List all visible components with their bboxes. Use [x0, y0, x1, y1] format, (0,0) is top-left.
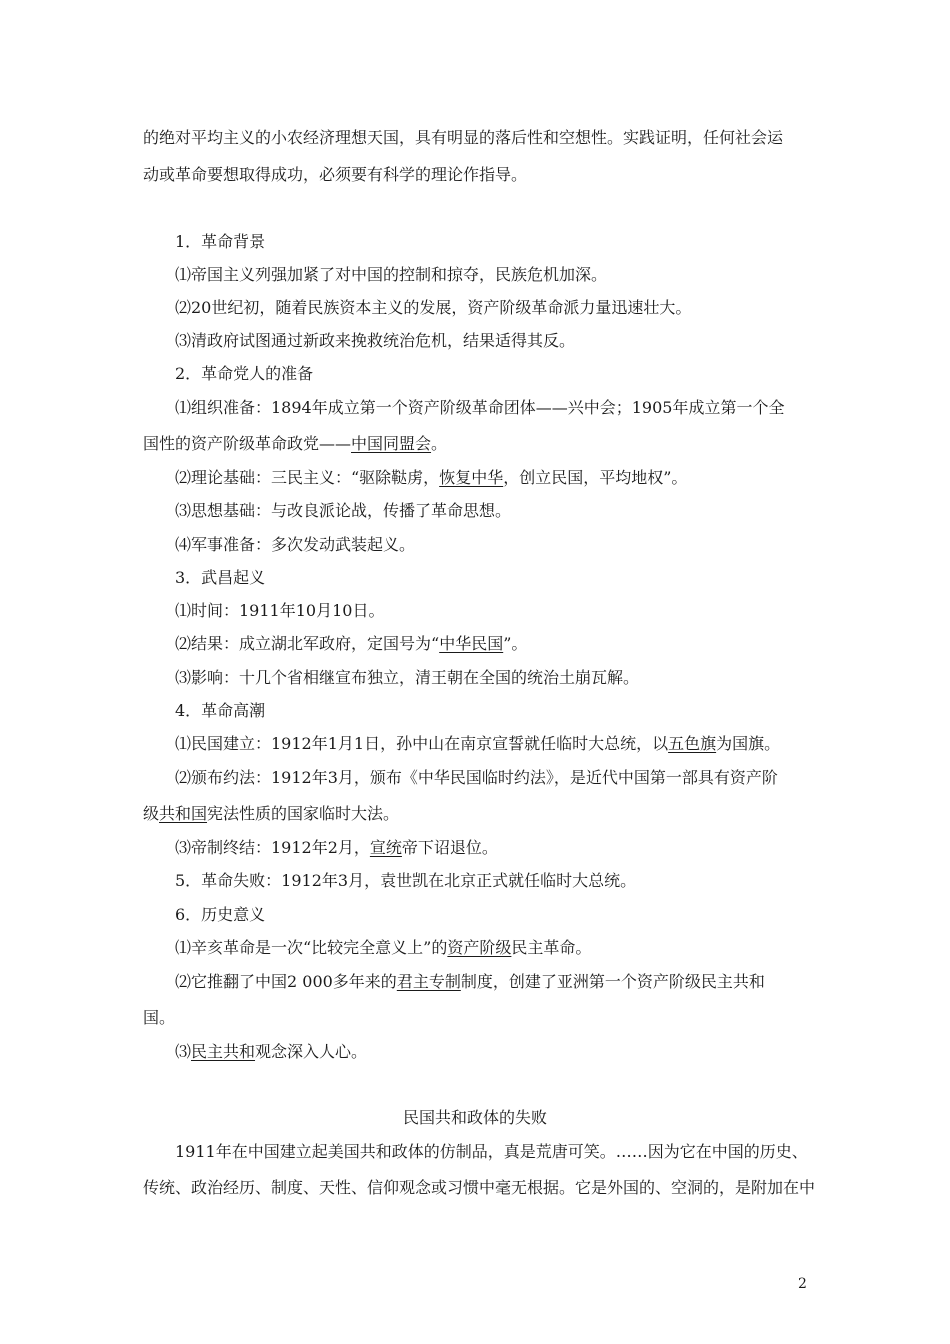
reading-title: 民国共和政体的失败: [402, 1108, 547, 1127]
s3-item-2: ⑵结果：成立湖北军政府，定国号为“中华民国”。: [175, 634, 528, 653]
s2-item-3: ⑶思想基础：与改良派论战，传播了革命思想。: [175, 501, 512, 520]
section-6-heading: 6．历史意义: [175, 905, 266, 924]
s1-item-3: ⑶清政府试图通过新政来挽救统治危机，结果适得其反。: [175, 331, 576, 350]
blank-answer: 君主专制: [396, 972, 461, 991]
section-1-heading: 1．革命背景: [175, 232, 266, 251]
section-2-heading: 2．革命党人的准备: [175, 364, 314, 383]
blank-answer: 中华民国: [439, 634, 504, 653]
reading-line-2: 传统、政治经历、制度、天性、信仰观念或习惯中毫无根据。它是外国的、空洞的，是附加在中: [143, 1178, 816, 1197]
blank-answer: 恢复中华: [439, 468, 504, 487]
s4-item-2-line-1: ⑵颁布约法：1912年3月，颁布《中华民国临时约法》，是近代中国第一部具有资产阶: [175, 768, 778, 787]
s4-item-1: ⑴民国建立：1912年1月1日，孙中山在南京宣誓就任临时大总统，以五色旗为国旗。: [175, 734, 781, 753]
intro-line-2: 动或革命要想取得成功，必须要有科学的理论作指导。: [143, 165, 528, 184]
s1-item-1: ⑴帝国主义列强加紧了对中国的控制和掠夺，民族危机加深。: [175, 265, 608, 284]
page-number: 2: [798, 1276, 807, 1292]
blank-answer: 中国同盟会: [351, 434, 432, 453]
s6-item-2-line-2: 国。: [143, 1008, 176, 1027]
intro-line-1: 的绝对平均主义的小农经济理想天国，具有明显的落后性和空想性。实践证明，任何社会运: [143, 128, 784, 147]
section-4-heading: 4．革命高潮: [175, 701, 266, 720]
blank-answer: 五色旗: [668, 734, 717, 753]
s6-item-2-line-1: ⑵它推翻了中国2 000多年来的君主专制制度，创建了亚洲第一个资产阶级民主共和: [175, 972, 765, 991]
blank-answer: 共和国: [159, 804, 208, 823]
s1-item-2: ⑵20世纪初，随着民族资本主义的发展，资产阶级革命派力量迅速壮大。: [175, 298, 692, 317]
s6-item-3: ⑶民主共和观念深入人心。: [175, 1042, 368, 1061]
s2-item-1-line-2: 国性的资产阶级革命政党——中国同盟会。: [143, 434, 448, 453]
reading-line-1: 1911年在中国建立起美国共和政体的仿制品，真是荒唐可笑。……因为它在中国的历史、: [175, 1142, 808, 1161]
s3-item-1: ⑴时间：1911年10月10日。: [175, 601, 385, 620]
section-3-heading: 3．武昌起义: [175, 568, 266, 587]
blank-answer: 宣统: [369, 838, 402, 857]
s4-item-2-line-2: 级共和国宪法性质的国家临时大法。: [143, 804, 400, 823]
section-5-heading: 5．革命失败：1912年3月，袁世凯在北京正式就任临时大总统。: [175, 871, 637, 890]
blank-answer: 资产阶级: [447, 938, 512, 957]
s2-item-4: ⑷军事准备：多次发动武装起义。: [175, 535, 416, 554]
s2-item-2: ⑵理论基础：三民主义：“驱除鞑虏，恢复中华，创立民国，平均地权”。: [175, 468, 688, 487]
blank-answer: 民主共和: [191, 1042, 256, 1061]
s2-item-1-line-1: ⑴组织准备：1894年成立第一个资产阶级革命团体——兴中会；1905年成立第一个全: [175, 398, 785, 417]
s4-item-3: ⑶帝制终结：1912年2月，宣统帝下诏退位。: [175, 838, 498, 857]
s3-item-3: ⑶影响：十几个省相继宣布独立，清王朝在全国的统治土崩瓦解。: [175, 668, 640, 687]
s6-item-1: ⑴辛亥革命是一次“比较完全意义上”的资产阶级民主革命。: [175, 938, 592, 957]
